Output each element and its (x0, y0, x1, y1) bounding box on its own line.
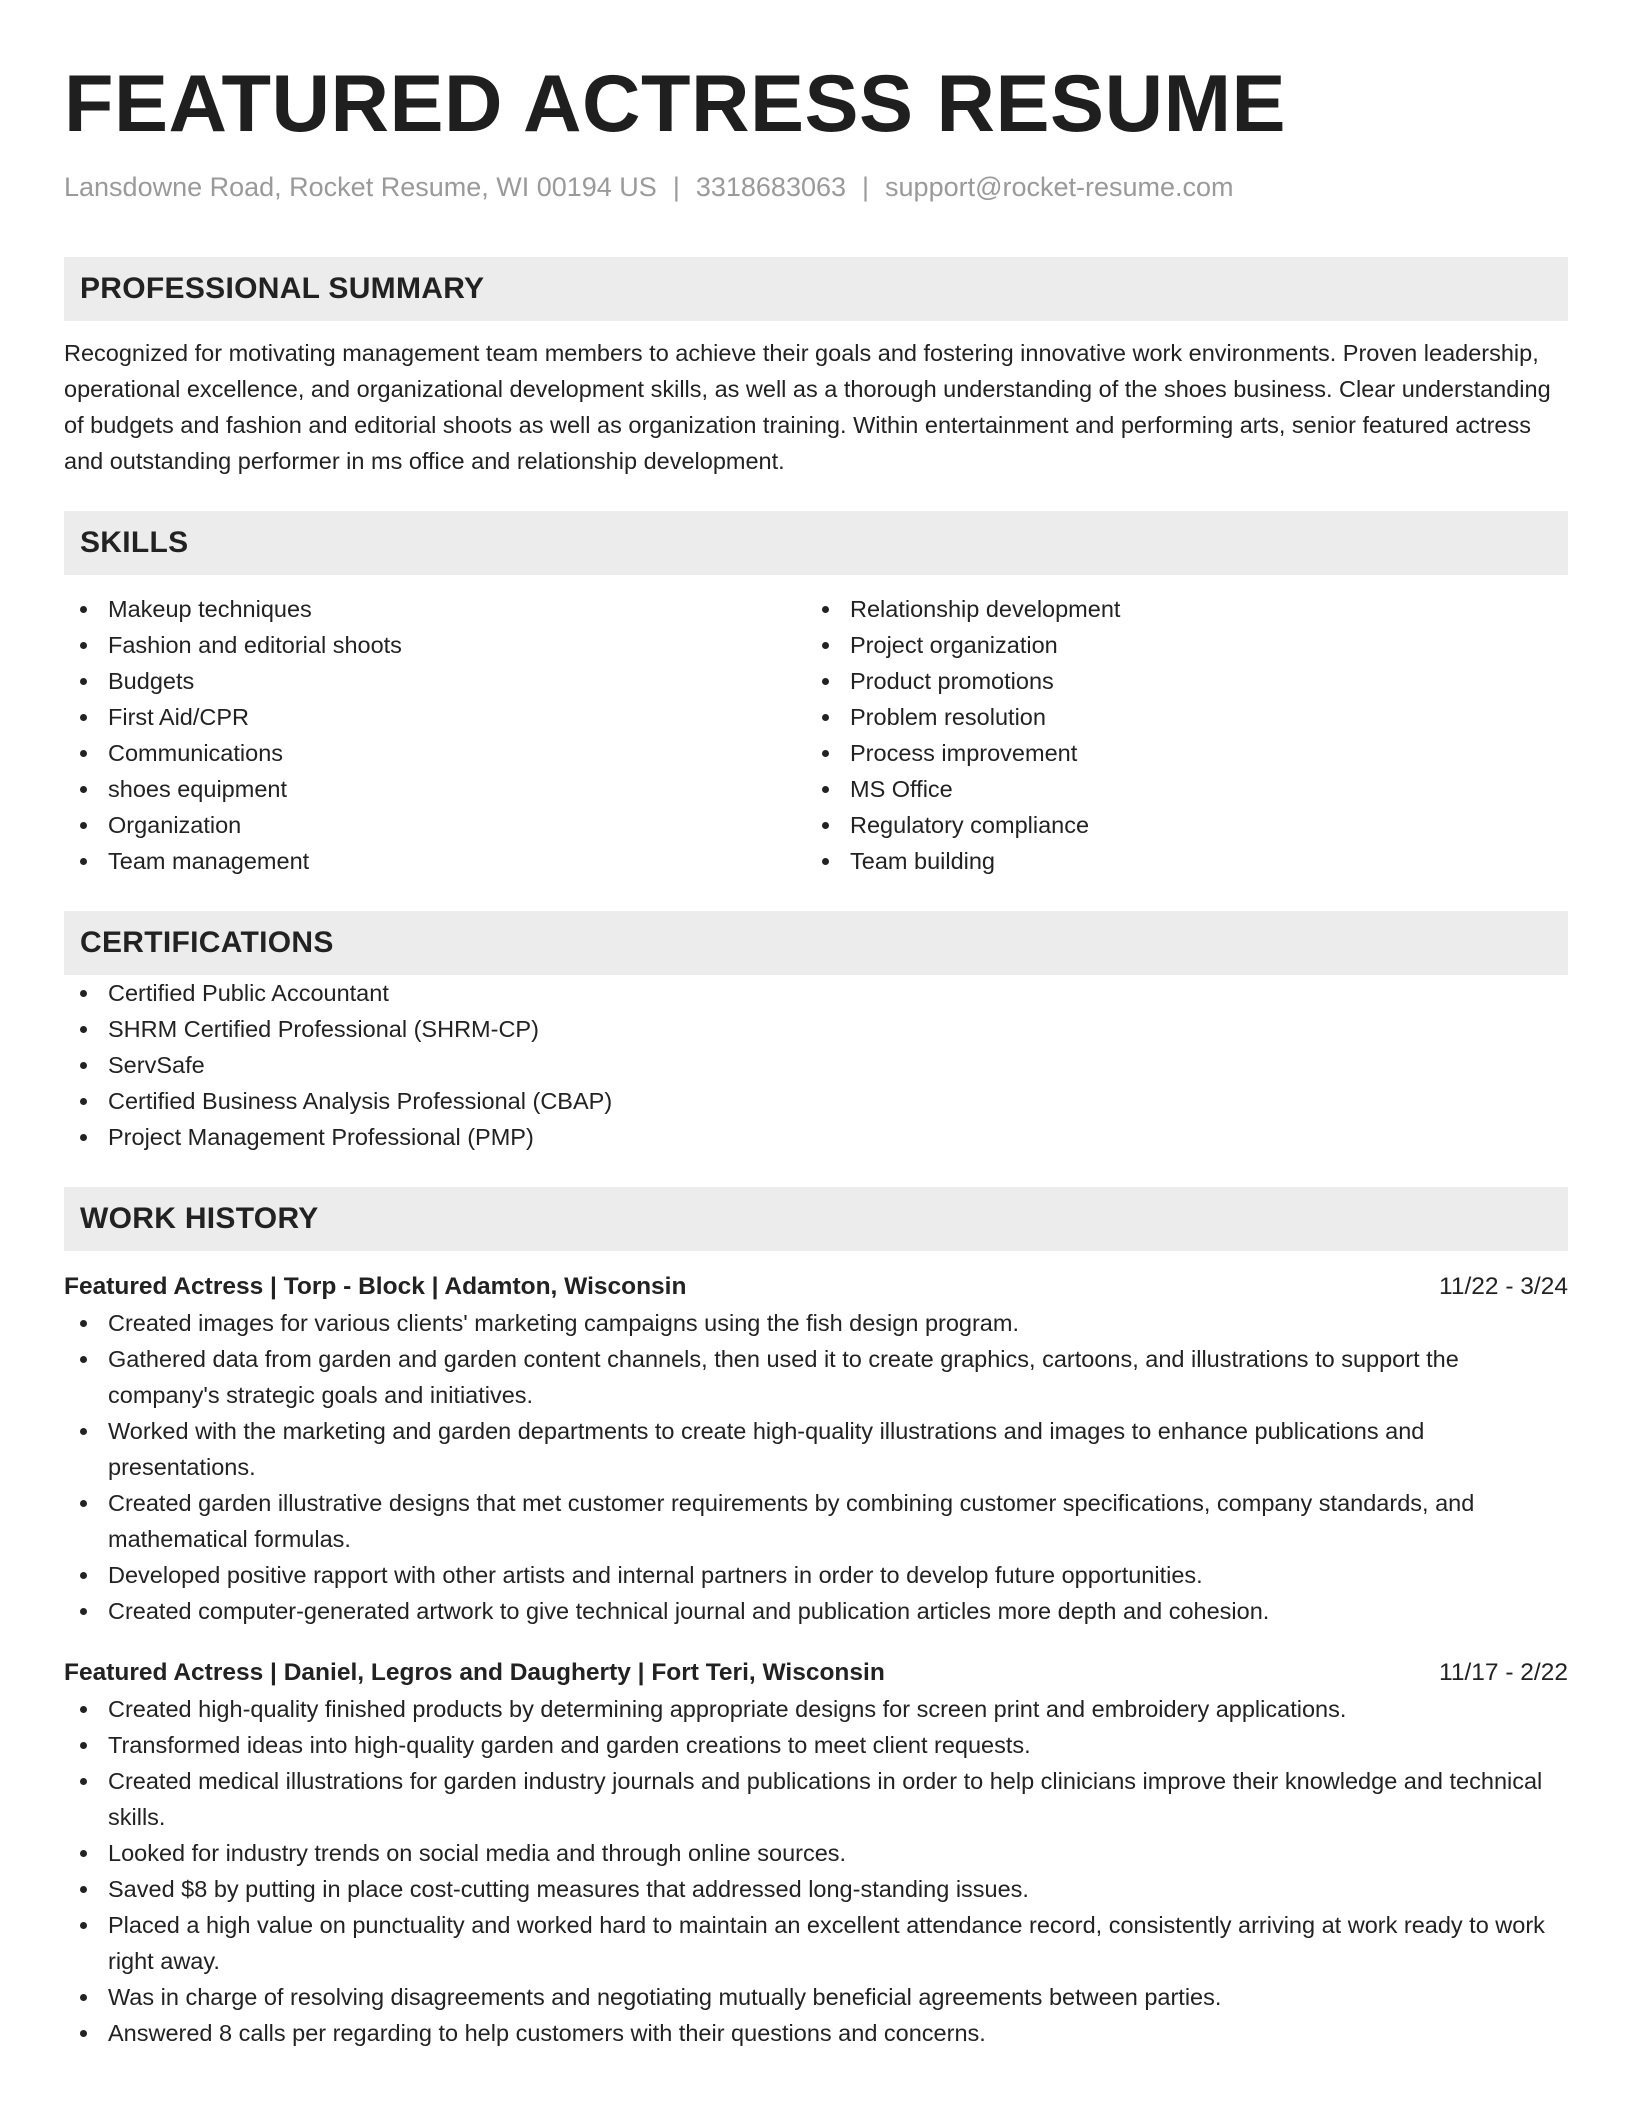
skills-column-right (806, 591, 1548, 879)
skill-item: Regulatory compliance (806, 807, 1548, 843)
contact-email: support@rocket-resume.com (885, 172, 1234, 202)
certifications-list (64, 975, 1568, 1155)
job-bullet: Answered 8 calls per regarding to help customers with their questions and concerns. (64, 2015, 1568, 2051)
job-title: Featured Actress | Daniel, Legros and Daugherty | Fort Teri, Wisconsin (64, 1659, 885, 1686)
job-bullet: Created images for various clients' marketing campaigns using the fish design program. (64, 1305, 1568, 1341)
certification-item: Certified Public Accountant (64, 975, 1568, 1011)
skill-item: First Aid/CPR (64, 699, 806, 735)
resume-title: FEATURED ACTRESS RESUME (64, 59, 1287, 149)
job-dates: 11/17 - 2/22 (1439, 1659, 1568, 1686)
job-bullet: Was in charge of resolving disagreements and negotiating mutually beneficial agreements between parties. (64, 1979, 1568, 2015)
job-bullet: Gathered data from garden and garden content channels, then used it to create graphics, cartoons, and illustrations to support the company's strategic goals and initiatives. (64, 1341, 1568, 1413)
certification-item: ServSafe (64, 1047, 1568, 1083)
skill-item: Process improvement (806, 735, 1548, 771)
skill-item: Makeup techniques (64, 591, 806, 627)
skills-grid (64, 591, 1568, 879)
skill-item: Organization (64, 807, 806, 843)
section-header-summary: PROFESSIONAL SUMMARY (64, 257, 1568, 321)
job-bullets (64, 1691, 1568, 2051)
skills-list-right (806, 591, 1548, 879)
job-bullet: Looked for industry trends on social media and through online sources. (64, 1835, 1568, 1871)
skill-item: Problem resolution (806, 699, 1548, 735)
job-header (64, 1269, 1568, 1305)
certification-item: Project Management Professional (PMP) (64, 1119, 1568, 1155)
skill-item: MS Office (806, 771, 1548, 807)
job-title: Featured Actress | Torp - Block | Adamton, Wisconsin (64, 1273, 687, 1300)
skill-item: Team building (806, 843, 1548, 879)
contact-line (64, 169, 1568, 205)
job-bullet: Created computer-generated artwork to give technical journal and publication articles more depth and cohesion. (64, 1593, 1568, 1629)
skill-item: Relationship development (806, 591, 1548, 627)
contact-address: Lansdowne Road, Rocket Resume, WI 00194 US (64, 172, 657, 202)
job-bullet: Created garden illustrative designs that met customer requirements by combining customer specifications, company standards, and mathematical formulas. (64, 1485, 1568, 1557)
summary-text: Recognized for motivating management team members to achieve their goals and fostering innovative work environments. Proven leadership, operational excellence, and organizational development skills, as well as a thorough understanding of the shoes business. Clear understanding of budgets and fashion and editorial shoots as well as organization training. Within entertainment and performing arts, senior featured actress and outstanding performer in ms office and relationship development. (64, 340, 1551, 474)
section-header-certifications: CERTIFICATIONS (64, 911, 1568, 975)
skills-column-left (64, 591, 806, 879)
job-bullet: Developed positive rapport with other artists and internal partners in order to develop future opportunities. (64, 1557, 1568, 1593)
section-header-work-history: WORK HISTORY (64, 1187, 1568, 1251)
skill-item: Communications (64, 735, 806, 771)
certification-item: SHRM Certified Professional (SHRM-CP) (64, 1011, 1568, 1047)
section-header-skills: SKILLS (64, 511, 1568, 575)
job-dates: 11/22 - 3/24 (1439, 1273, 1568, 1300)
skill-item: Fashion and editorial shoots (64, 627, 806, 663)
contact-phone: 3318683063 (695, 172, 847, 202)
skill-item: Team management (64, 843, 806, 879)
job-header (64, 1655, 1568, 1691)
job-bullet: Placed a high value on punctuality and worked hard to maintain an excellent attendance record, consistently arriving at work ready to work right away. (64, 1907, 1568, 1979)
skills-list-left (64, 591, 806, 879)
skill-item: Budgets (64, 663, 806, 699)
skill-item: Product promotions (806, 663, 1548, 699)
job-bullet: Worked with the marketing and garden departments to create high-quality illustrations and images to enhance publications and presentations. (64, 1413, 1568, 1485)
job-bullet: Transformed ideas into high-quality garden and garden creations to meet client requests. (64, 1727, 1568, 1763)
contact-separator: | (672, 172, 680, 202)
job-bullets (64, 1305, 1568, 1629)
skill-item: shoes equipment (64, 771, 806, 807)
job-bullet: Created medical illustrations for garden industry journals and publications in order to help clinicians improve their knowledge and technical skills. (64, 1763, 1568, 1835)
job-bullet: Saved $8 by putting in place cost-cutting measures that addressed long-standing issues. (64, 1871, 1568, 1907)
contact-separator: | (862, 172, 870, 202)
skill-item: Project organization (806, 627, 1548, 663)
certification-item: Certified Business Analysis Professional (CBAP) (64, 1083, 1568, 1119)
job-bullet: Created high-quality finished products by determining appropriate designs for screen print and embroidery applications. (64, 1691, 1568, 1727)
